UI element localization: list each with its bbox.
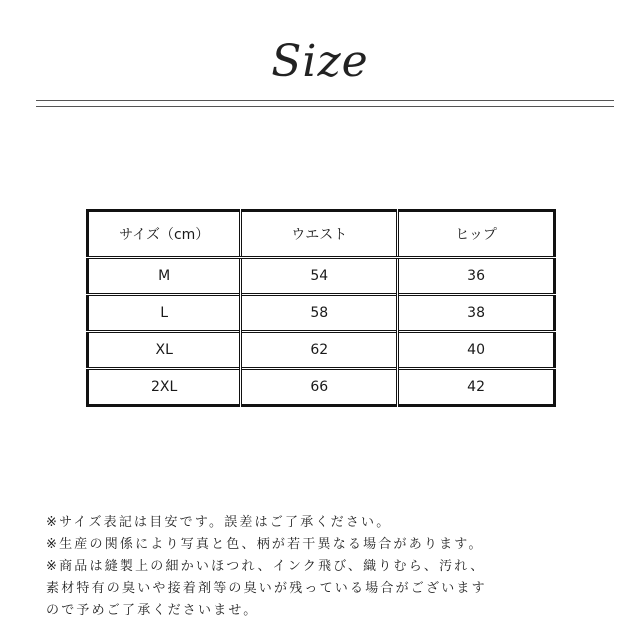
cell-hip: 38 bbox=[398, 295, 555, 332]
cell-waist: 54 bbox=[241, 258, 398, 295]
note-line: ※サイズ表記は目安です。誤差はご了承ください。 bbox=[46, 515, 392, 530]
cell-waist: 66 bbox=[241, 369, 398, 406]
cell-waist: 58 bbox=[241, 295, 398, 332]
title-divider-lower bbox=[36, 106, 614, 107]
cell-hip: 36 bbox=[398, 258, 555, 295]
note-line: 素材特有の臭いや接着剤等の臭いが残っている場合がございます bbox=[46, 581, 487, 596]
cell-size: M bbox=[158, 268, 171, 284]
table-row bbox=[88, 332, 555, 369]
table-row bbox=[88, 258, 555, 295]
note-line: ※商品は縫製上の細かいほつれ、インク飛び、織りむら、汚れ、 bbox=[46, 559, 486, 574]
cell-size: 2XL bbox=[88, 369, 241, 406]
note-line: ので予めご了承くださいませ。 bbox=[46, 603, 259, 618]
size-table bbox=[86, 209, 556, 407]
header-size: サイズ（cm） bbox=[88, 211, 241, 258]
table-row bbox=[88, 369, 555, 406]
cell-size: XL bbox=[88, 332, 241, 369]
cell-hip: 42 bbox=[398, 369, 555, 406]
table-row bbox=[88, 295, 555, 332]
cell-size: L bbox=[88, 295, 241, 332]
notes-block bbox=[46, 512, 616, 622]
note-line: ※生産の関係により写真と色、柄が若干異なる場合があります。 bbox=[46, 537, 484, 552]
title-divider-upper bbox=[36, 100, 614, 101]
table-header-row bbox=[88, 211, 555, 258]
page-title: Size bbox=[271, 36, 369, 87]
header-hip: ヒップ bbox=[398, 211, 555, 258]
cell-waist: 62 bbox=[241, 332, 398, 369]
header-waist: ウエスト bbox=[241, 211, 398, 258]
cell-hip: 40 bbox=[398, 332, 555, 369]
